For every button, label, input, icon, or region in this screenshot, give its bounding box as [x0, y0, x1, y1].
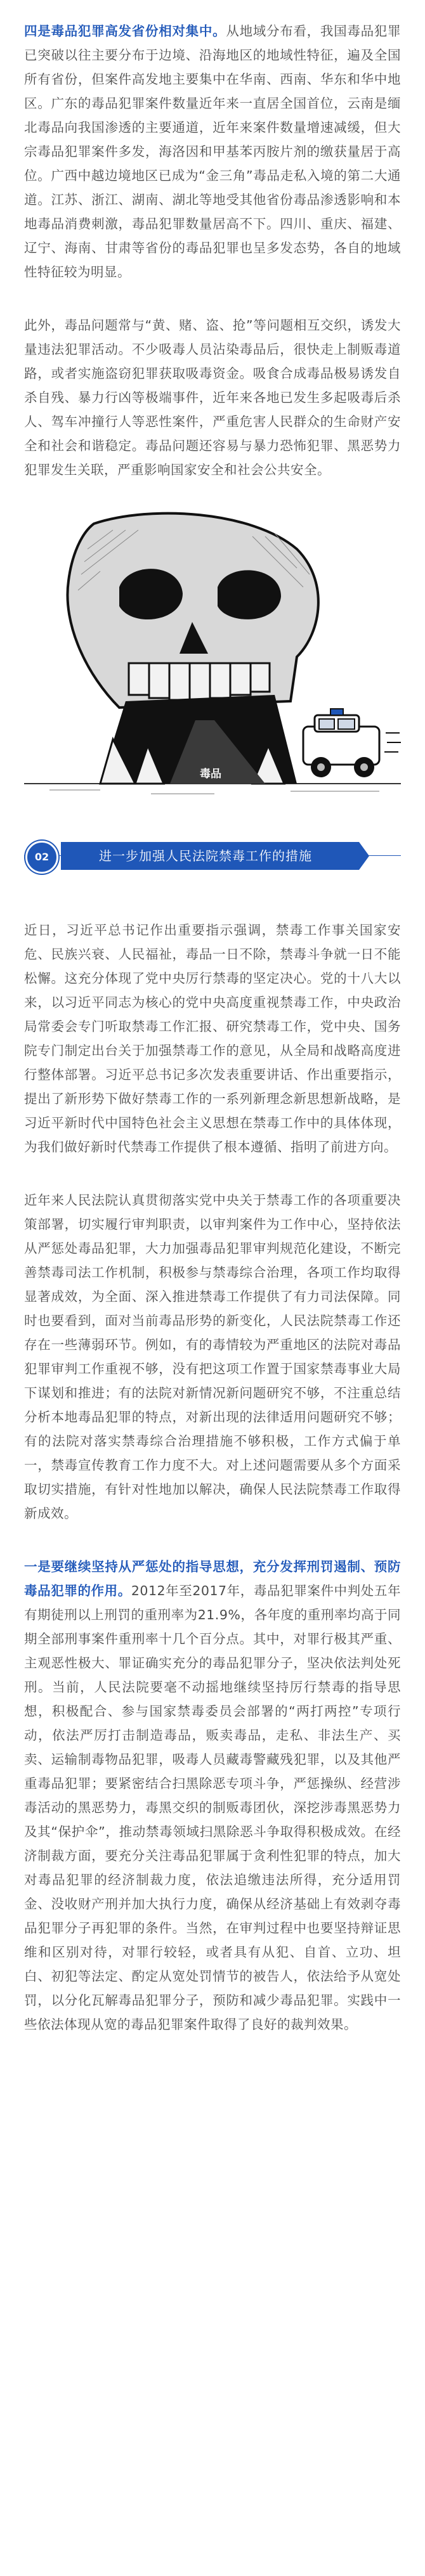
section-title: 进一步加强人民法院禁毒工作的措施: [99, 848, 312, 864]
drug-label: 毒品: [200, 768, 221, 780]
paragraph-body: 此外，毒品问题常与“黄、赌、盗、抢”等问题相互交织，诱发大量违法犯罪活动。不少吸毒人员沾染毒品后，很快走上制贩毒道路，或者实施盗窃犯罪获取吸毒资金。吸食合成毒品极易诱发自杀自残、暴力行凶等极端事件，近年来各地已发生多起吸毒后杀人、驾车冲撞行人等恶性案件，严重危害人民群众的生命财产安全和社会和谐稳定。毒品问题还容易与暴力恐怖犯罪、黑恶势力犯罪发生关联，严重影响国家安全和社会公共安全。: [24, 318, 401, 477]
paragraph-related-crimes: [24, 313, 401, 482]
section-header: [24, 836, 401, 876]
section-number: 02: [34, 851, 49, 863]
paragraph-body: 从地域分布看，我国毒品犯罪已突破以往主要分布于边境、沿海地区的地域性特征，遍及全国所有省份，但案件高发地主要集中在华南、西南、华东和华中地区。广东的毒品犯罪案件数量近年来一直居全国首位，云南是缅北毒品向我国渗透的主要通道，近年来案件数量增速减缓，但大宗毒品犯罪案件多发，海洛因和甲基苯丙胺片剂的缴获量居于高位。广西中越边境地区已成为“金三角”毒品走私入境的第二大通道。江苏、浙江、湖南、湖北等地受其他省份毒品渗透影响和本地毒品消费刺激，毒品犯罪数量居高不下。四川、重庆、福建、辽宁、海南、甘肃等省份的毒品犯罪也呈多发态势，各自的地域性特征较为明显。: [24, 23, 402, 280]
paragraph-highlight: 一是要继续坚持从严惩处的指导思想，充分发挥刑罚遏制、预防毒品犯罪的作用。: [24, 1559, 401, 1598]
paragraph-xi-instructions: [24, 918, 401, 1159]
paragraph-regional-distribution: [24, 19, 401, 284]
paragraph-court-work: [24, 1188, 401, 1525]
skull-cartoon-image: [24, 511, 401, 798]
section-number-badge: [25, 841, 58, 874]
section-title-arrow: [359, 842, 369, 870]
skull-drug-illustration: [24, 511, 401, 798]
paragraph-highlight: 四是毒品犯罪高发省份相对集中。: [24, 23, 226, 39]
section-title-bar: [61, 842, 359, 870]
paragraph-body: 2012年至2017年，毒品犯罪案件中判处五年有期徒刑以上刑罚的重刑率为21.9%，各年度的重刑率均高于同期全部刑事案件重刑率十几个百分点。其中，对罪行极其严重、主观恶性极大、罪证确实充分的毒品犯罪分子，坚决依法判处死刑。当前，人民法院要毫不动摇地继续坚持厉行禁毒的指导思想，积极配合、参与国家禁毒委员会部署的“两打两控”专项行动，依法严厉打击制造毒品，贩卖毒品，走私、非法生产、买卖、运输制毒物品犯罪，吸毒人员藏毒警藏残犯罪，以及其他严重毒品犯罪；要紧密结合扫黑除恶专项斗争，严惩操纵、经营涉毒活动的黑恶势力，毒黑交织的制贩毒团伙，深挖涉毒黑恶势力及其“保护伞”，推动禁毒领域扫黑除恶斗争取得积极成效。在经济制裁方面，要充分关注毒品犯罪属于贪利性犯罪的特点，加大对毒品犯罪的经济制裁力度，依法追缴违法所得，充分适用罚金、没收财产刑并加大执行力度，确保从经济基础上有效剥夺毒品犯罪分子再犯罪的条件。当然，在审判过程中也要坚持辩证思维和区别对待，对罪行较轻，或者具有从犯、自首、立功、坦白、初犯等法定、酌定从宽处罚情节的被告人，依法给予从宽处罚，以分化瓦解毒品犯罪分子，预防和减少毒品犯罪。实践中一些依法体现从宽的毒品犯罪案件取得了良好的裁判效果。: [24, 1583, 402, 2032]
paragraph-body: 近年来人民法院认真贯彻落实党中央关于禁毒工作的各项重要决策部署，切实履行审判职责，以审判案件为工作中心，坚持依法从严惩处毒品犯罪，大力加强毒品犯罪审判规范化建设，不断完善禁毒司法工作机制，积极参与禁毒综合治理，各项工作均取得显著成效，为全面、深入推进禁毒工作提供了有力司法保障。同时也要看到，面对当前毒品形势的新变化，人民法院禁毒工作还存在一些薄弱环节。例如，有的毒情较为严重地区的法院对毒品犯罪审判工作重视不够，没有把这项工作置于国家禁毒事业大局下谋划和推进；有的法院对新情况新问题研究不够，不注重总结分析本地毒品犯罪的特点，对新出现的法律适用问题研究不够；有的法院对落实禁毒综合治理措施不够积极，工作方式偏于单一，禁毒宣传教育工作力度不大。对上述问题需要从多个方面采取切实措施，有针对性地加以解决，确保人民法院禁毒工作取得新成效。: [24, 1193, 401, 1521]
paragraph-strict-punishment: [24, 1555, 401, 2036]
paragraph-body: 近日，习近平总书记作出重要指示强调，禁毒工作事关国家安危、民族兴衰、人民福祉，毒品一日不除，禁毒斗争就一日不能松懈。这充分体现了党中央厉行禁毒的坚定决心。党的十八大以来，以习近平同志为核心的党中央高度重视禁毒工作，中央政治局常委会专门听取禁毒工作汇报、研究禁毒工作，党中央、国务院专门制定出台关于加强禁毒工作的意见，从全局和战略高度进行整体部署。习近平总书记多次发表重要讲话、作出重要指示，提出了新形势下做好禁毒工作的一系列新理念新思想新战略，是习近平新时代中国特色社会主义思想在禁毒工作中的具体体现，为我们做好新时代禁毒工作提供了根本遵循、指明了前进方向。: [24, 922, 401, 1155]
